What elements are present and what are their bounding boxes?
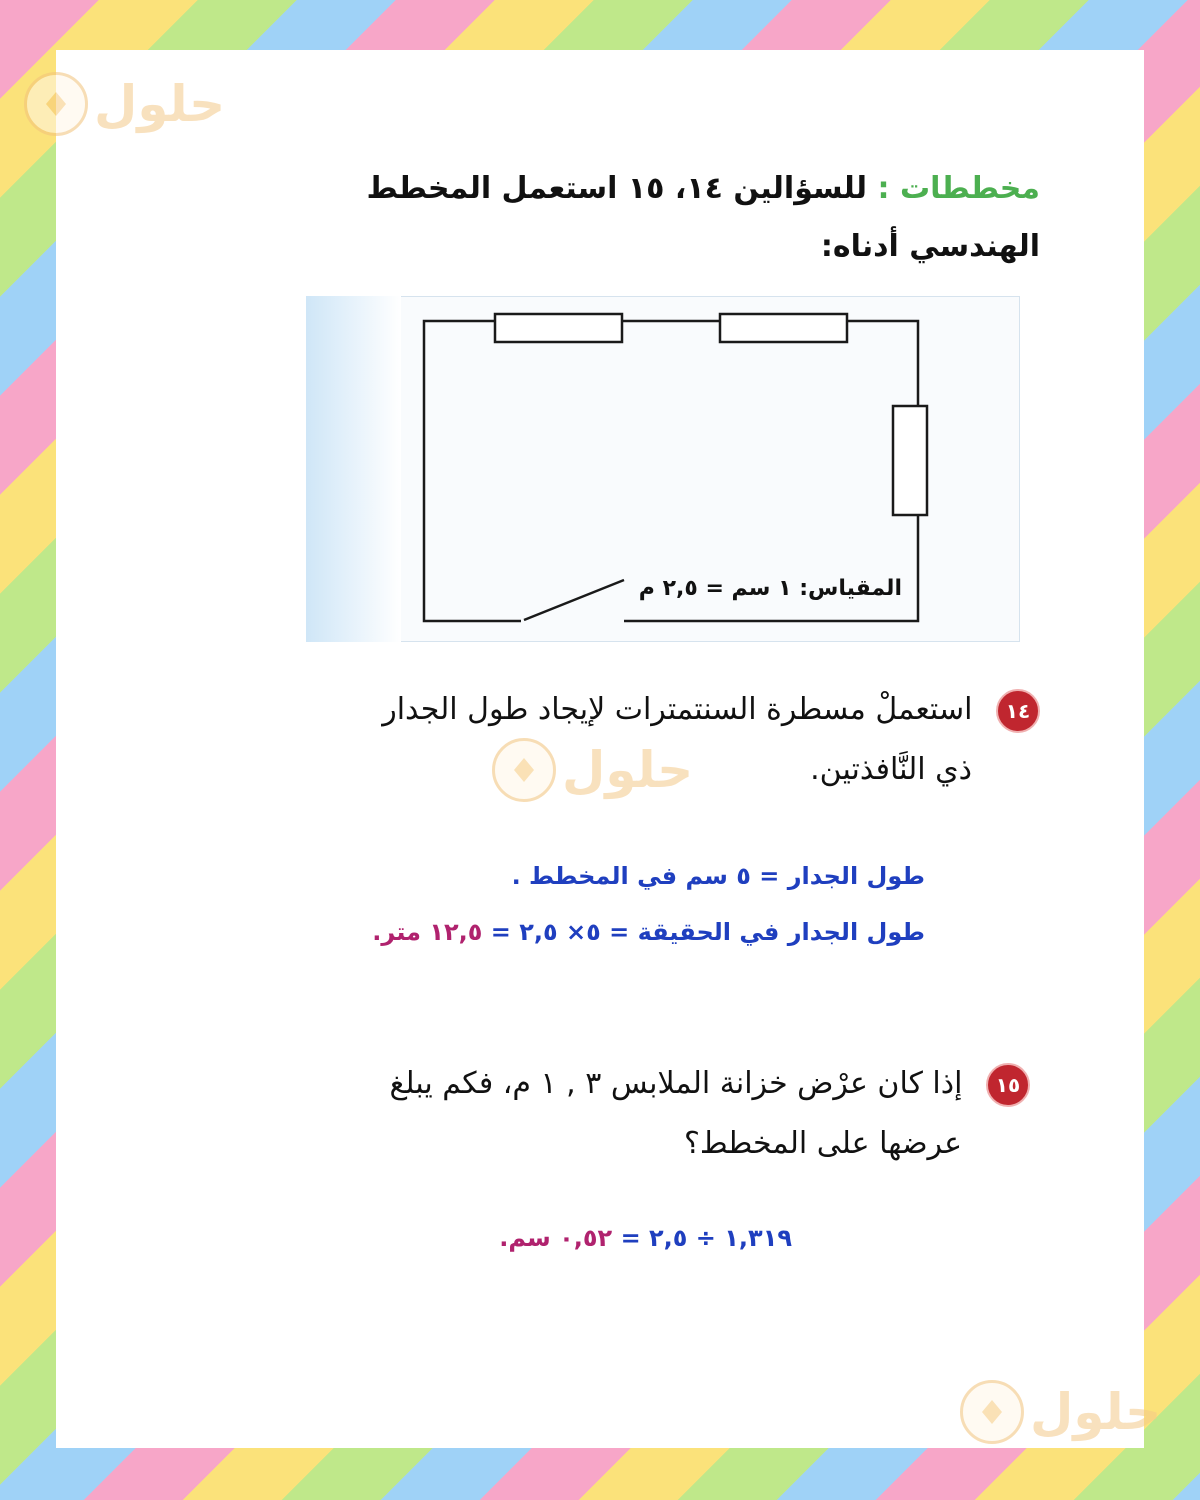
- question-number-badge: ١٤: [996, 689, 1040, 733]
- section-heading: [280, 160, 1040, 276]
- answer-14-line2: [372, 918, 925, 946]
- question-15: [270, 1054, 1030, 1174]
- watermark-logo-top: [24, 72, 225, 136]
- floor-plan-diagram: [306, 296, 1020, 642]
- question-text-line2: عرضها على المخطط؟: [684, 1126, 962, 1161]
- question-text-line1: استعملْ مسطرة السنتمترات لإيجاد طول الجدار: [382, 692, 973, 727]
- heading-line1: للسؤالين ١٤، ١٥ استعمل المخطط: [366, 171, 868, 206]
- book-icon: [960, 1380, 1024, 1444]
- question-text-line2: ذي النَّافذتين.: [810, 752, 972, 787]
- watermark-text: حلول: [94, 75, 226, 133]
- answer-14-line1: طول الجدار = ٥ سم في المخطط .: [511, 862, 925, 890]
- window-top-left: [495, 314, 622, 342]
- answer-15-result: ٠,٥٢ سم.: [499, 1224, 613, 1252]
- answer-15: [499, 1224, 792, 1252]
- paper-roll: [306, 296, 401, 642]
- heading-keyword: مخططات :: [877, 171, 1040, 206]
- heading-line2: الهندسي أدناه:: [820, 229, 1040, 264]
- watermark-logo-bottom: [960, 1380, 1161, 1444]
- question-number-badge: ١٥: [986, 1063, 1030, 1107]
- question-text-line1: إذا كان عرْض خزانة الملابس ٣ , ١ م، فكم يبلغ: [389, 1066, 963, 1101]
- scale-label: المقياس: ١ سم = ٢,٥ م: [638, 576, 902, 601]
- window-right-wall: [893, 406, 927, 515]
- watermark-text: حلول: [1030, 1383, 1162, 1441]
- watermark-text: حلول: [562, 741, 694, 799]
- answer-14-result: ١٢,٥ متر.: [372, 918, 483, 946]
- answer-15-equation: ١,٣١٩ ÷ ٢,٥ =: [620, 1224, 792, 1252]
- book-icon: [24, 72, 88, 136]
- answer-14-equation: طول الجدار في الحقيقة = ٥× ٢,٥ =: [490, 918, 925, 946]
- question-14: [280, 680, 1040, 800]
- window-top-right: [720, 314, 847, 342]
